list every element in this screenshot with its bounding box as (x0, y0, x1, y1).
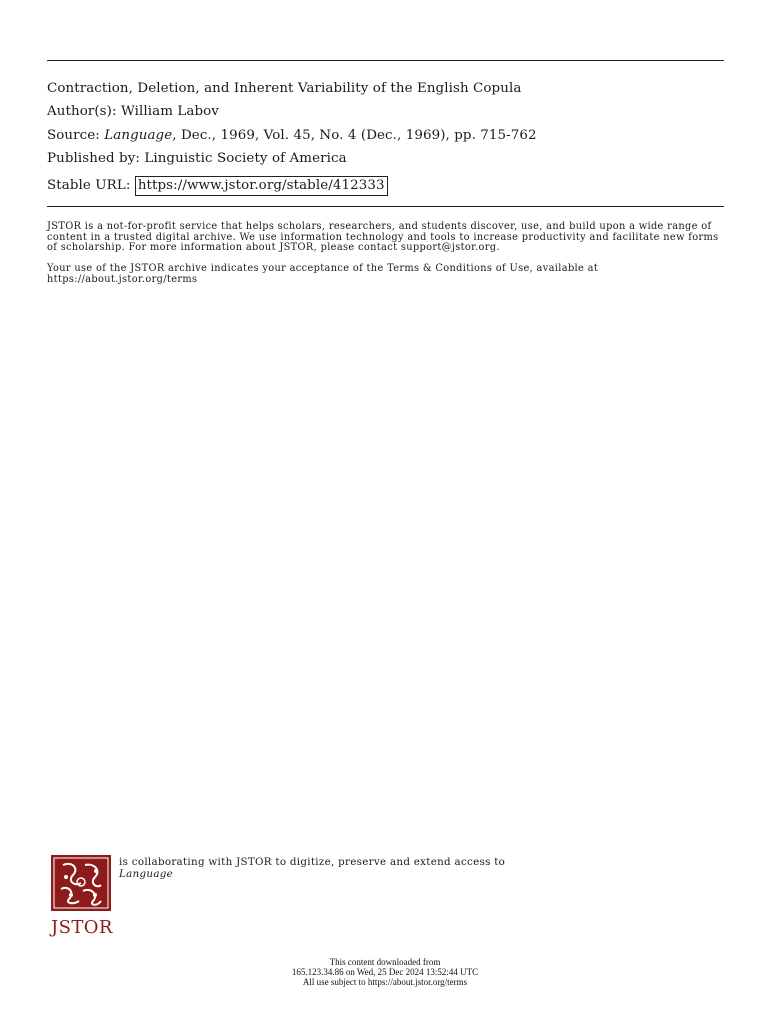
jstor-logo (51, 855, 111, 938)
journal-name: Language (104, 128, 173, 143)
download-footer (0, 958, 770, 987)
source-line: Source: Language, Dec., 1969, Vol. 45, No. 4 (Dec., 1969), pp. 715-762 (47, 128, 537, 143)
footer-line-1: This content downloaded from (329, 957, 441, 967)
author-line: Author(s): William Labov (47, 104, 219, 119)
jstor-wordmark: JSTOR (51, 917, 113, 938)
collaboration-text: is collaborating with JSTOR to digitize, preserve and extend access to (119, 856, 506, 868)
stable-url-line: Stable URL: https://www.jstor.org/stable/412333 (47, 178, 388, 194)
publisher-name: Linguistic Society of America (144, 151, 347, 166)
collaboration-note (119, 856, 505, 880)
notice-paragraph-2: Your use of the JSTOR archive indicates your acceptance of the Terms & Conditions of Use, available at https://about.jstor.org/terms (47, 263, 599, 285)
publisher-line: Published by: Linguistic Society of America (47, 151, 347, 166)
article-title: Contraction, Deletion, and Inherent Variability of the English Copula (47, 81, 522, 96)
terms-notice (47, 264, 727, 285)
collaboration-journal: Language (119, 868, 174, 880)
jstor-notice (47, 222, 727, 254)
mid-rule (47, 206, 724, 207)
notice-paragraph-1: JSTOR is a not-for-profit service that helps scholars, researchers, and students discover, use, and build upon a wide range of content in a trusted digital archive. We use information technology and tools to increase productivity and facilitate new forms of scholarship. For more information about JSTOR, please contact support@jstor.org. (47, 221, 719, 253)
footer-line-3: All use subject to https://about.jstor.org/terms (302, 976, 468, 987)
footer-line-2: 165.123.34.86 on Wed, 25 Dec 2024 13:52:44 UTC (291, 966, 479, 977)
jstor-emblem-icon (51, 855, 111, 911)
top-rule (47, 60, 724, 61)
author-name: William Labov (120, 104, 219, 119)
stable-url-link[interactable]: https://www.jstor.org/stable/412333 (135, 176, 388, 196)
